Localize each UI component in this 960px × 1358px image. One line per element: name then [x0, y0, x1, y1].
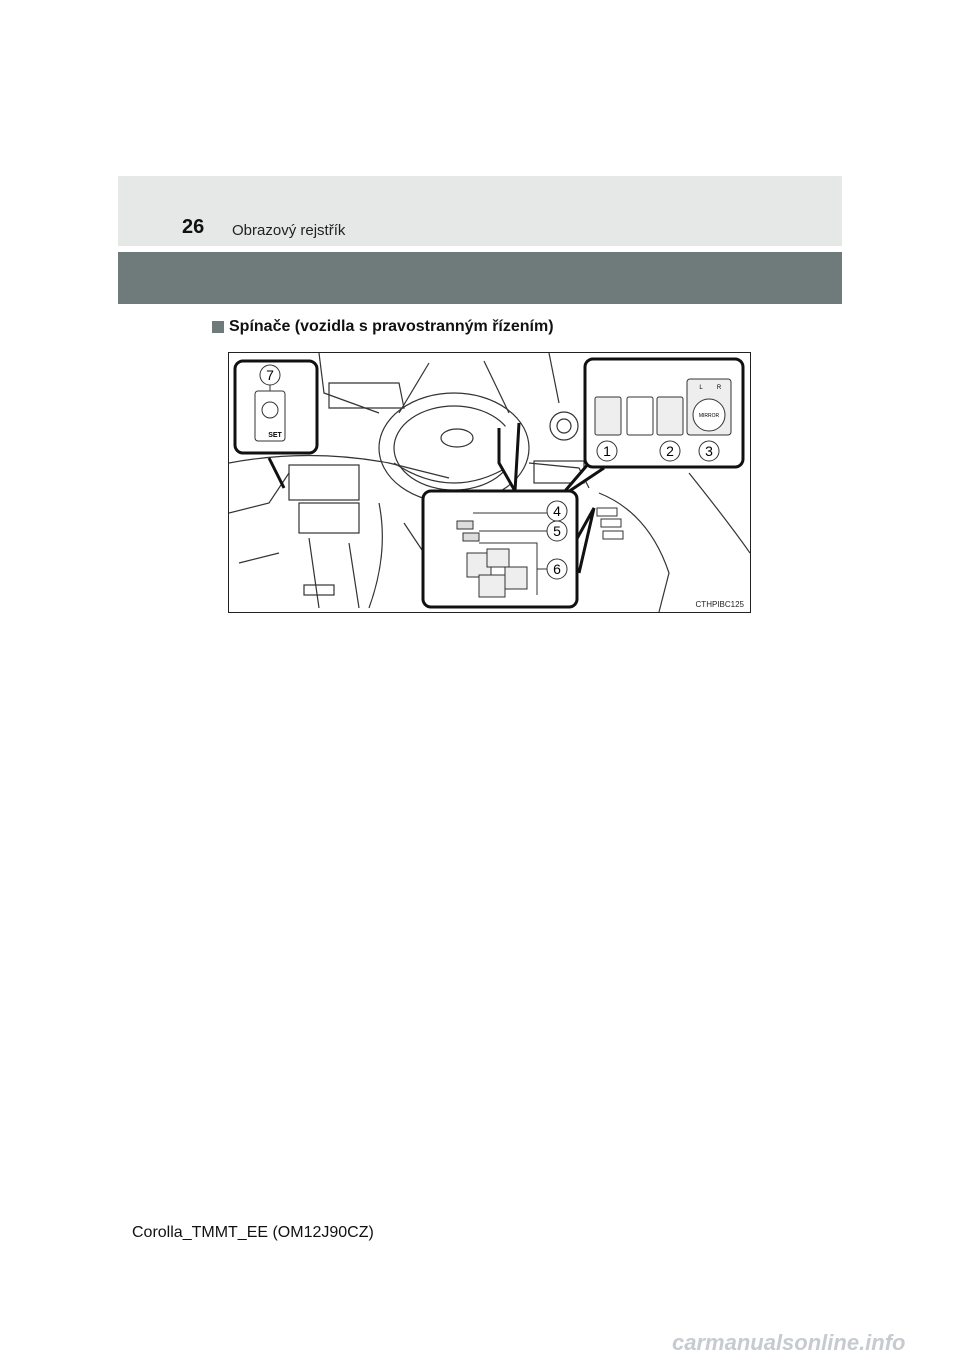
- callout-box-7: [235, 361, 519, 491]
- footer-manual-id: Corolla_TMMT_EE (OM12J90CZ): [132, 1224, 374, 1241]
- heading-square-icon: [212, 321, 224, 333]
- callout-2: 2: [666, 443, 674, 459]
- figure-code: CTHPIBC125: [695, 600, 744, 609]
- page-number: 26: [182, 216, 205, 238]
- mirror-left-label: L: [699, 385, 703, 391]
- switches-figure: [228, 352, 751, 613]
- dashboard-illustration: [229, 353, 750, 612]
- callout-1: 1: [603, 443, 611, 459]
- watermark: carmanualsonline.info: [672, 1330, 906, 1355]
- mirror-right-label: R: [716, 385, 722, 391]
- chapter-title: Obrazový rejstřík: [232, 222, 346, 239]
- callout-4: 4: [553, 503, 561, 519]
- callout-6: 6: [553, 561, 561, 577]
- callout-5: 5: [553, 523, 561, 539]
- header-band: [118, 176, 842, 246]
- callout-7: 7: [266, 367, 274, 383]
- callout-box-4-6: [423, 491, 594, 607]
- set-label: SET: [268, 432, 282, 439]
- callout-3: 3: [705, 443, 713, 459]
- section-bar: [118, 252, 842, 304]
- section-heading: [212, 318, 554, 336]
- callout-box-1-3: [559, 359, 743, 498]
- mirror-label: MIRROR: [698, 413, 720, 419]
- section-heading-text: Spínače (vozidla s pravostranným řízením): [229, 318, 554, 335]
